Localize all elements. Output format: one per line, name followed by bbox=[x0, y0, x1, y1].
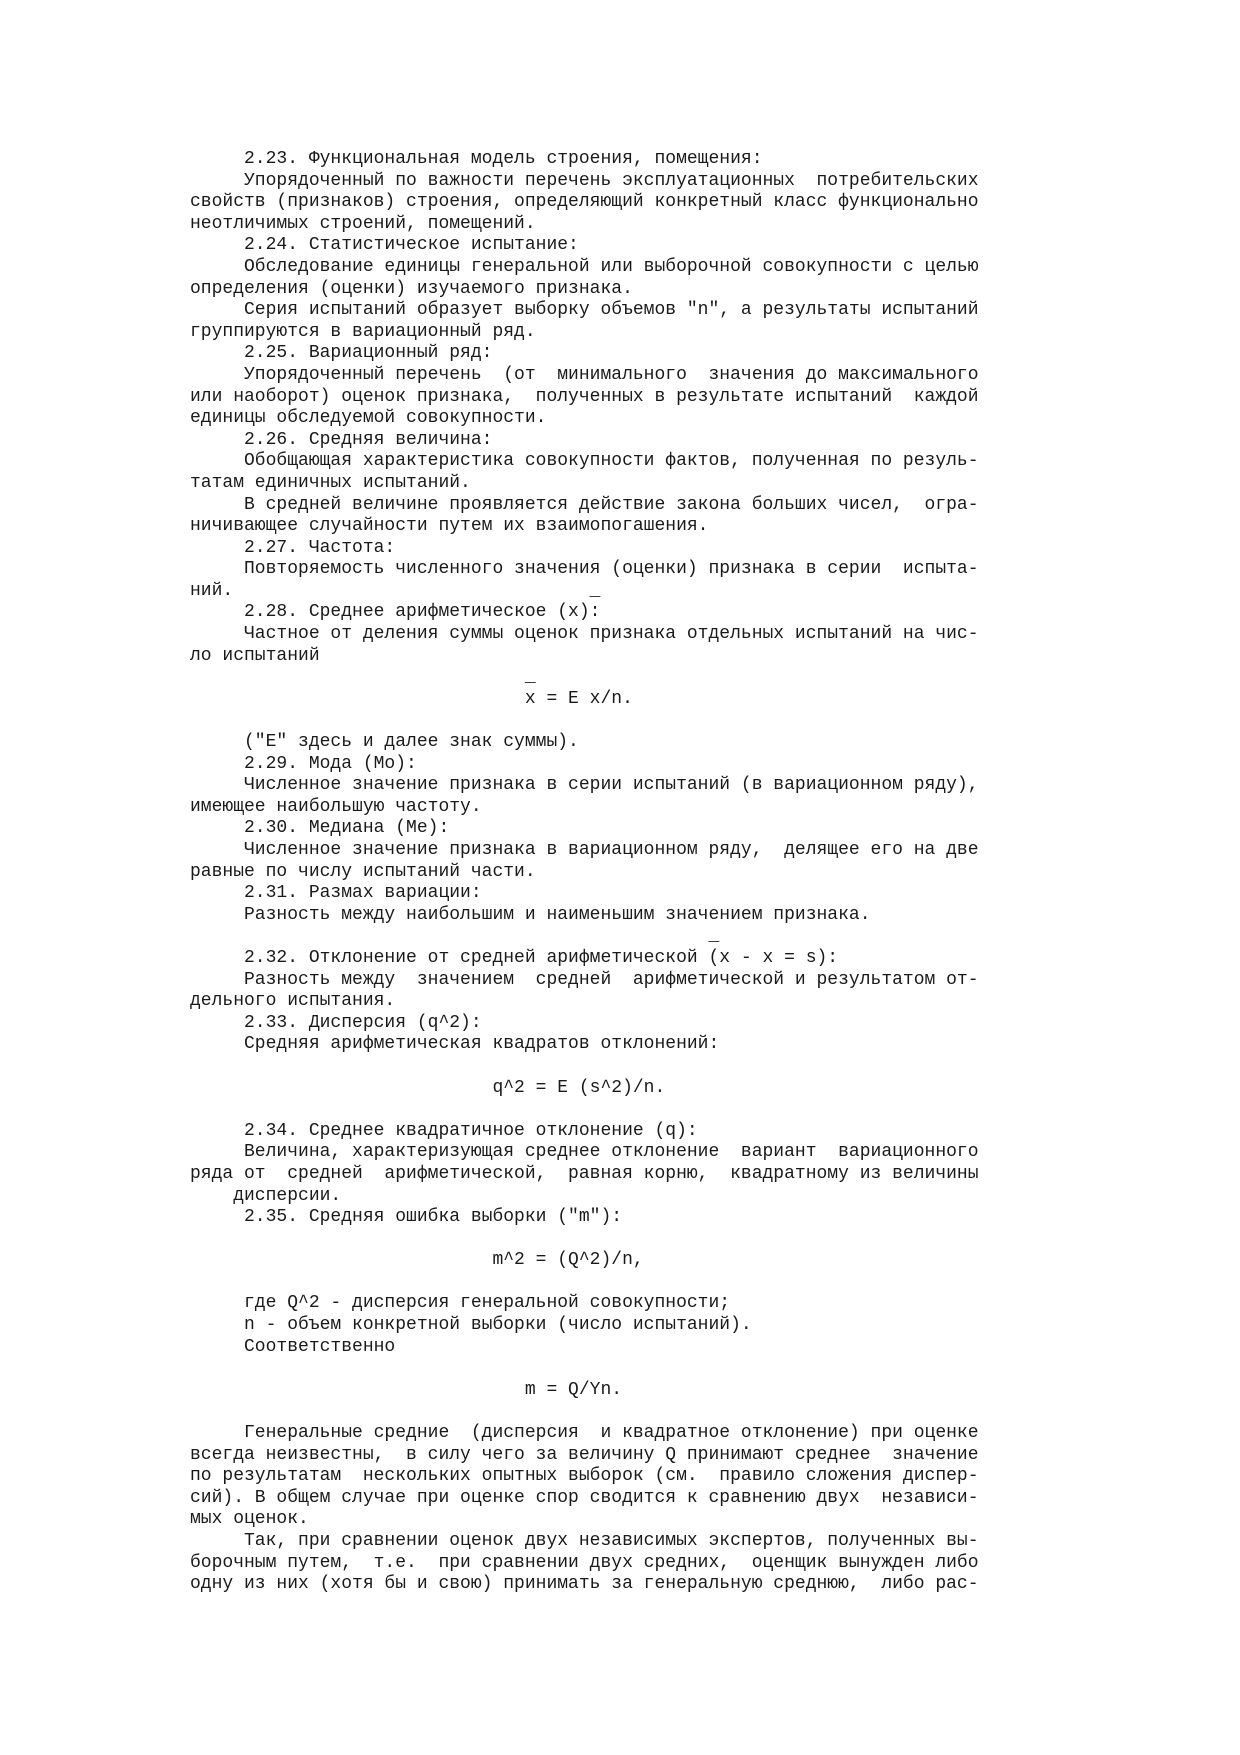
text-line: q^2 = E (s^2)/n. bbox=[190, 1077, 666, 1098]
text-line bbox=[190, 1272, 1190, 1294]
text-line: 2.28. Среднее арифметическое (x): bbox=[190, 602, 601, 623]
text-line: m = Q/Yn. bbox=[190, 1379, 623, 1400]
text-line: мых оценок. bbox=[190, 1509, 309, 1530]
text-line: Упорядоченный перечень (от минимального значения до максимального bbox=[190, 364, 979, 385]
text-line: одну из них (хотя бы и свою) принимать за генеральную среднюю, либо рас- bbox=[190, 1574, 979, 1595]
text-line: x = E x/n. bbox=[190, 688, 633, 709]
text-line: ло испытаний bbox=[190, 645, 320, 666]
text-line: 2.29. Мода (Мо): bbox=[190, 753, 417, 774]
text-line: Разность между наибольшим и наименьшим значением признака. bbox=[190, 904, 871, 925]
text-line: равные по числу испытаний части. bbox=[190, 861, 536, 882]
text-line bbox=[190, 1229, 1190, 1251]
text-line: Упорядоченный по важности перечень эксплуатационных потребительских bbox=[190, 170, 979, 191]
text-line: где Q^2 - дисперсия генеральной совокупности; bbox=[190, 1293, 731, 1314]
text-line: определения (оценки) изучаемого признака. bbox=[190, 278, 633, 299]
text-line: 2.34. Среднее квадратичное отклонение (q): bbox=[190, 1120, 698, 1141]
text-line: В средней величине проявляется действие закона больших чисел, огра- bbox=[190, 494, 979, 515]
text-line: Численное значение признака в вариационном ряду, делящее его на две bbox=[190, 840, 979, 860]
text-line: Соответственно bbox=[190, 1336, 396, 1357]
text-line: Обобщающая характеристика совокупности фактов, полученная по резуль- bbox=[190, 451, 979, 472]
text-line bbox=[190, 1056, 1190, 1078]
text-line: всегда неизвестны, в силу чего за величину Q принимают среднее значение bbox=[190, 1444, 979, 1465]
text-line: 2.30. Медиана (Ме): bbox=[190, 818, 450, 839]
text-line: ний. _ bbox=[190, 580, 601, 601]
text-line: 2.26. Средняя величина: bbox=[190, 429, 493, 450]
text-line: группируются в вариационный ряд. bbox=[190, 321, 536, 342]
text-line: 2.32. Отклонение от средней арифметической (x - x = s): bbox=[190, 947, 839, 968]
text-line bbox=[190, 1401, 1190, 1423]
text-line: ("E" здесь и далее знак суммы). bbox=[190, 732, 579, 753]
text-line: Повторяемость численного значения (оценки) признака в серии испыта- bbox=[190, 559, 979, 580]
text-line: Численное значение признака в серии испытаний (в вариационном ряду), bbox=[190, 775, 979, 796]
text-line: по результатам нескольких опытных выборок (см. правило сложения диспер- bbox=[190, 1466, 979, 1487]
text-line: 2.25. Вариационный ряд: bbox=[190, 343, 493, 364]
text-line: Разность между значением средней арифметической и результатом от- bbox=[190, 969, 979, 990]
text-line: или наоборот) оценок признака, полученных в результате испытаний каждой bbox=[190, 386, 979, 407]
text-line: 2.35. Средняя ошибка выборки ("m"): bbox=[190, 1207, 623, 1228]
text-line bbox=[190, 1358, 1190, 1380]
text-line bbox=[190, 1099, 1190, 1121]
text-line: свойств (признаков) строения, определяющий конкретный класс функционально bbox=[190, 192, 979, 213]
text-line: _ bbox=[190, 926, 720, 947]
text-line: имеющее наибольшую частоту. bbox=[190, 796, 482, 817]
text-line: 2.33. Дисперсия (q^2): bbox=[190, 1012, 482, 1033]
text-line: ряда от средней арифметической, равная корню, квадратному из величины bbox=[190, 1163, 979, 1184]
text-line: 2.23. Функциональная модель строения, помещения: bbox=[190, 149, 763, 169]
text-line: дисперсии. bbox=[190, 1185, 342, 1206]
text-line: Серия испытаний образует выборку объемов "n", а результаты испытаний bbox=[190, 300, 979, 321]
text-line: 2.31. Размах вариации: bbox=[190, 883, 482, 904]
text-line: татам единичных испытаний. bbox=[190, 472, 471, 493]
text-line: борочным путем, т.е. при сравнении двух средних, оценщик вынужден либо bbox=[190, 1552, 979, 1573]
text-line: 2.24. Статистическое испытание: bbox=[190, 235, 579, 256]
text-line: Обследование единицы генеральной или выборочной совокупности с целью bbox=[190, 256, 979, 277]
text-line: 2.27. Частота: bbox=[190, 537, 396, 558]
text-line: m^2 = (Q^2)/n, bbox=[190, 1250, 644, 1271]
text-line: дельного испытания. bbox=[190, 991, 396, 1012]
text-line: Так, при сравнении оценок двух независимых экспертов, полученных вы- bbox=[190, 1531, 979, 1551]
text-line: единицы обследуемой совокупности. bbox=[190, 408, 547, 429]
text-line: Величина, характеризующая среднее отклонение вариант вариационного bbox=[190, 1142, 979, 1163]
document-page bbox=[190, 149, 1190, 1596]
text-line: Средняя арифметическая квадратов отклонений: bbox=[190, 1034, 720, 1055]
text-line: неотличимых строений, помещений. bbox=[190, 213, 536, 234]
text-line bbox=[190, 710, 1190, 732]
text-line: n - объем конкретной выборки (число испытаний). bbox=[190, 1315, 752, 1336]
text-line: ничивающее случайности путем их взаимопогашения. bbox=[190, 516, 709, 537]
text-line: сий). В общем случае при оценке спор сводится к сравнению двух независи- bbox=[190, 1487, 979, 1508]
text-line: Генеральные средние (дисперсия и квадратное отклонение) при оценке bbox=[190, 1423, 979, 1444]
text-line: _ bbox=[190, 667, 536, 688]
text-line: Частное от деления суммы оценок признака отдельных испытаний на чис- bbox=[190, 624, 979, 645]
